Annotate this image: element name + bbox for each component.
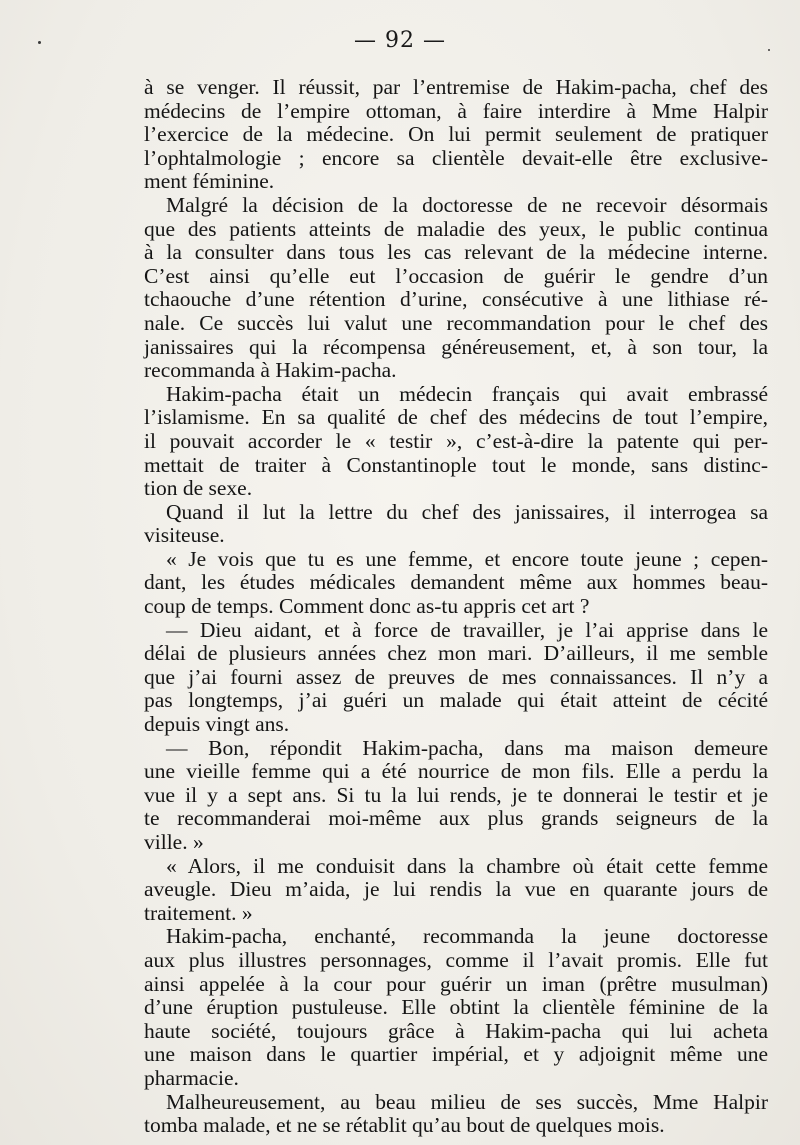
body-text — [144, 76, 768, 1138]
paragraph-start: Malheureusement, au beau milieu de ses succès, Mme Halpir — [166, 1089, 768, 1114]
text-line: d’une éruption pustuleuse. Elle obtint la clientèle féminine de la — [144, 995, 768, 1020]
text-line: ment féminine. — [144, 169, 275, 194]
text-line: te recommanderai moi-même aux plus grands seigneurs de la — [144, 806, 768, 831]
text-line: depuis vingt ans. — [144, 712, 290, 737]
text-line: que j’ai fourni assez de preuves de mes connaissances. Il n’y a — [144, 664, 768, 689]
text-line: coup de temps. Comment donc as-tu appris cet art ? — [144, 594, 590, 619]
page-speck — [38, 41, 41, 44]
paragraph-start: « Alors, il me conduisit dans la chambre où était cette femme — [166, 853, 768, 878]
text-line: une maison dans le quartier impérial, et y adjoignit même une — [144, 1042, 768, 1067]
text-line: tchaouche d’une rétention d’urine, consécutive à une lithiase ré- — [144, 287, 768, 312]
text-line: il pouvait accorder le « testir », c’est-à-dire la patente qui per- — [144, 428, 768, 453]
paragraph-start: « Je vois que tu es une femme, et encore toute jeune ; cepen- — [166, 546, 768, 571]
text-line: pas longtemps, j’ai guéri un malade qui était atteint de cécité — [144, 688, 768, 713]
text-line: haute société, toujours grâce à Hakim-pacha qui lui acheta — [144, 1018, 768, 1043]
text-line: que des patients atteints de maladie des yeux, le public continua — [144, 216, 768, 241]
page-speck — [768, 49, 770, 51]
text-line: vue il y a sept ans. Si tu la lui rends, je te donnerai le testir et je — [144, 782, 768, 807]
text-line: ainsi appelée à la cour pour guérir un iman (prêtre musulman) — [144, 971, 768, 996]
text-line: l’ophtalmologie ; encore sa clientèle devait-elle être exclusive- — [144, 145, 768, 170]
paragraph-start: Malgré la décision de la doctoresse de ne recevoir désormais — [166, 192, 768, 217]
paragraph-start: Hakim-pacha était un médecin français qui avait embrassé — [166, 381, 768, 406]
text-line: visiteuse. — [144, 523, 225, 548]
text-line: pharmacie. — [144, 1065, 239, 1090]
text-line: délai de plusieurs années chez mon mari. D’ailleurs, il me semble — [144, 641, 768, 666]
text-line: médecins de l’empire ottoman, à faire interdire à Mme Halpir — [144, 98, 768, 123]
text-line: ville. » — [144, 830, 204, 854]
text-line: à la consulter dans tous les cas relevant de la médecine interne. — [144, 240, 768, 265]
text-line: aux plus illustres personnages, comme il l’avait promis. Elle fut — [144, 947, 768, 972]
paragraph-start: — Dieu aidant, et à force de travailler, je l’ai apprise dans le — [166, 617, 768, 642]
text-line: à se venger. Il réussit, par l’entremise de Hakim-pacha, chef des — [144, 75, 768, 99]
paragraph-start: Hakim-pacha, enchanté, recommanda la jeune doctoresse — [166, 924, 768, 949]
text-line: dant, les études médicales demandent même aux hommes beau- — [144, 570, 768, 595]
text-line: tomba malade, et ne se rétablit qu’au bout de quelques mois. — [144, 1113, 665, 1138]
text-line: mettait de traiter à Constantinople tout le monde, sans distinc- — [144, 452, 768, 477]
text-line: recommanda à Hakim-pacha. — [144, 358, 397, 383]
text-line: l’islamisme. En sa qualité de chef des médecins de tout l’empire, — [144, 405, 768, 430]
text-line: janissaires qui la récompensa généreusement, et, à son tour, la — [144, 334, 768, 359]
text-line: C’est ainsi qu’elle eut l’occasion de guérir le gendre d’un — [144, 263, 768, 288]
text-line: aveugle. Dieu m’aida, je lui rendis la vue en quarante jours de — [144, 877, 768, 902]
text-line: une vieille femme qui a été nourrice de mon fils. Elle a perdu la — [144, 759, 768, 784]
text-line: nale. Ce succès lui valut une recommandation pour le chef des — [144, 310, 768, 335]
text-line: l’exercice de la médecine. On lui permit seulement de pratiquer — [144, 122, 768, 147]
text-line: tion de sexe. — [144, 476, 253, 501]
text-line: traitement. » — [144, 900, 253, 925]
page-number: — 92 — — [354, 28, 446, 53]
paragraph-start: — Bon, répondit Hakim-pacha, dans ma maison demeure — [166, 735, 768, 760]
paragraph-start: Quand il lut la lettre du chef des janissaires, il interrogea sa — [166, 499, 768, 524]
